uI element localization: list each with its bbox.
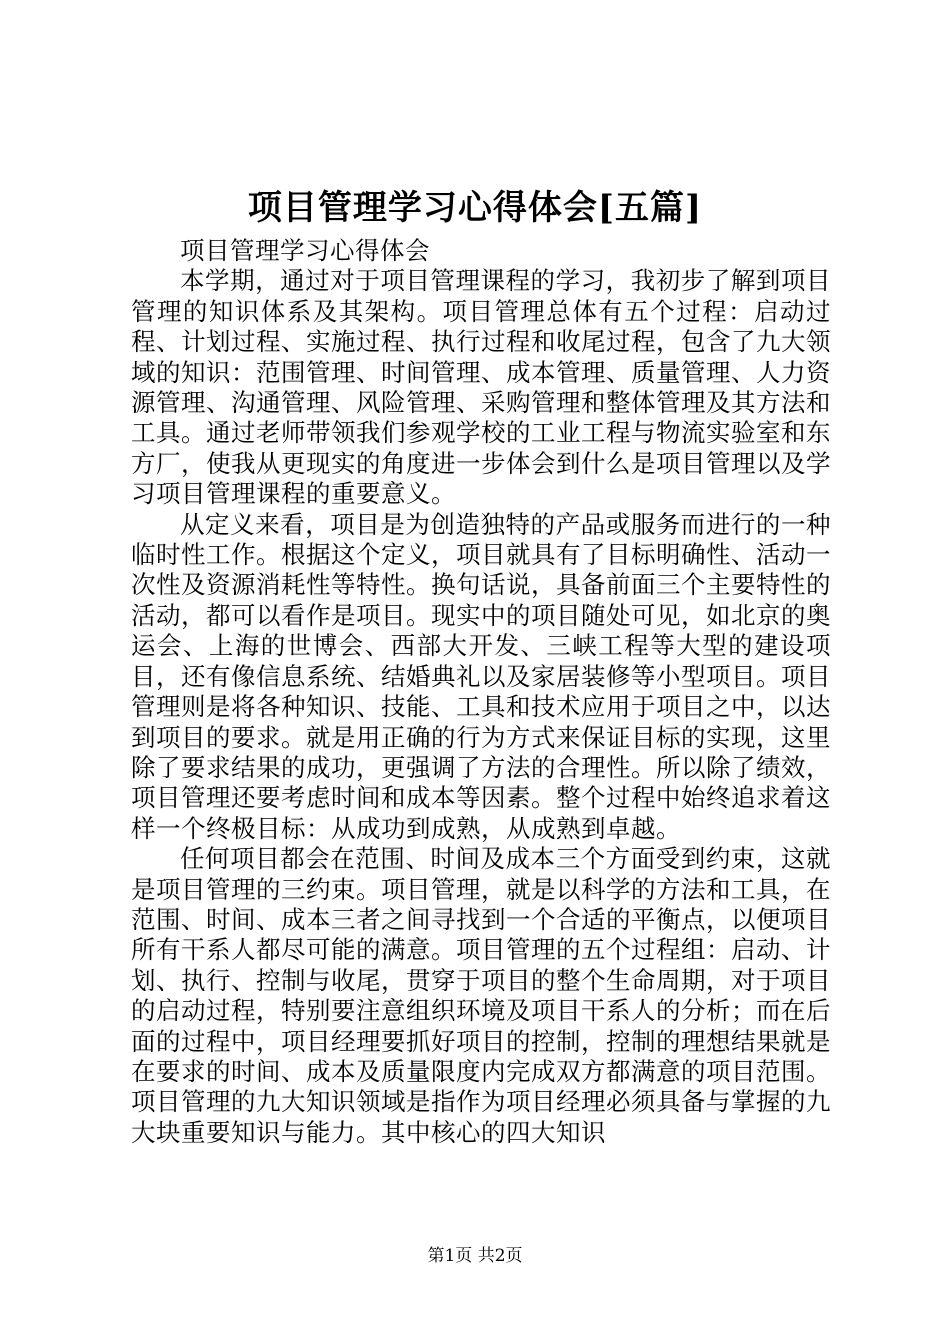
page-footer: 第1页 共2页 xyxy=(427,1246,523,1266)
paragraph: 任何项目都会在范围、时间及成本三个方面受到约束，这就是项目管理的三约束。项目管理，就是以科学的方法和工具，在范围、时间、成本三者之间寻找到一个合适的平衡点，以便项目所有干系人都尽可能的满意。项目管理的五个过程组：启动、计划、执行、控制与收尾，贯穿于项目的整个生命周期，对于项目的启动过程，特别要注意组织环境及项目干系人的分析；而在后面的过程中，项目经理要抓好项目的控制，控制的理想结果就是在要求的时间、成本及质量限度内完成双方都满意的项目范围。项目管理的九大知识领域是指作为项目经理必须具备与掌握的九大块重要知识与能力。其中核心的四大知识 xyxy=(131,844,831,1147)
document-body xyxy=(131,236,831,1148)
paragraph: 本学期，通过对于项目管理课程的学习，我初步了解到项目管理的知识体系及其架构。项目管理总体有五个过程：启动过程、计划过程、实施过程、执行过程和收尾过程，包含了九大领域的知识：范围管理、时间管理、成本管理、质量管理、人力资源管理、沟通管理、风险管理、采购管理和整体管理及其方法和工具。通过老师带领我们参观学校的工业工程与物流实验室和东方厂，使我从更现实的角度进一步体会到什么是项目管理以及学习项目管理课程的重要意义。 xyxy=(131,266,831,509)
document-title: 项目管理学习心得体会[五篇] xyxy=(247,188,703,228)
document-subtitle: 项目管理学习心得体会 xyxy=(180,236,430,265)
paragraph: 从定义来看，项目是为创造独特的产品或服务而进行的一种临时性工作。根据这个定义，项目就具有了目标明确性、活动一次性及资源消耗性等特性。换句话说，具备前面三个主要特性的活动，都可以看作是项目。现实中的项目随处可见，如北京的奥运会、上海的世博会、西部大开发、三峡工程等大型的建设项目，还有像信息系统、结婚典礼以及家居装修等小型项目。项目管理则是将各种知识、技能、工具和技术应用于项目之中，以达到项目的要求。就是用正确的行为方式来保证目标的实现，这里除了要求结果的成功，更强调了方法的合理性。所以除了绩效，项目管理还要考虑时间和成本等因素。整个过程中始终追求着这样一个终极目标：从成功到成熟，从成熟到卓越。 xyxy=(131,509,831,843)
